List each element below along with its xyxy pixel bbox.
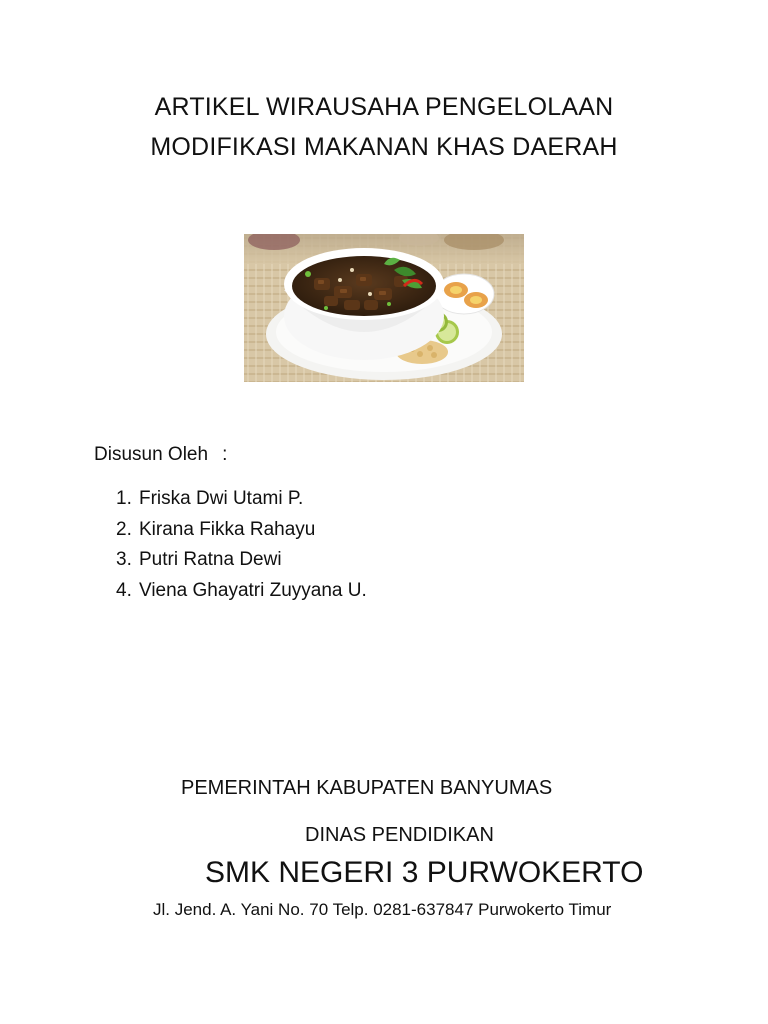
author-item [116, 547, 367, 578]
authors-label: Disusun Oleh [94, 444, 209, 465]
government-name: PEMERINTAH KABUPATEN BANYUMAS [181, 777, 553, 799]
author-name: Kirana Fikka Rahayu [139, 518, 316, 540]
authors-heading [94, 443, 227, 467]
author-number: 2. [116, 518, 132, 540]
author-item [116, 517, 367, 548]
document-title-line-2: MODIFIKASI MAKANAN KHAS DAERAH [150, 133, 618, 161]
author-number: 1. [116, 488, 132, 509]
author-name: Friska Dwi Utami P. [139, 488, 304, 509]
author-number: 3. [116, 549, 132, 570]
author-item [116, 486, 367, 517]
author-item [116, 578, 367, 609]
author-number: 4. [116, 579, 132, 601]
author-list [116, 486, 367, 608]
document-title-line-1: ARTIKEL WIRAUSAHA PENGELOLAAN [154, 93, 614, 121]
authors-colon: : [222, 444, 228, 465]
department-name: DINAS PENDIDIKAN [305, 824, 494, 846]
school-address: Jl. Jend. A. Yani No. 70 Telp. 0281-637847 Purwokerto Timur [153, 900, 612, 919]
school-name: SMK NEGERI 3 PURWOKERTO [205, 856, 644, 889]
dish-photo [244, 234, 524, 382]
author-name: Viena Ghayatri Zuyyana U. [139, 579, 367, 601]
author-name: Putri Ratna Dewi [139, 549, 282, 570]
